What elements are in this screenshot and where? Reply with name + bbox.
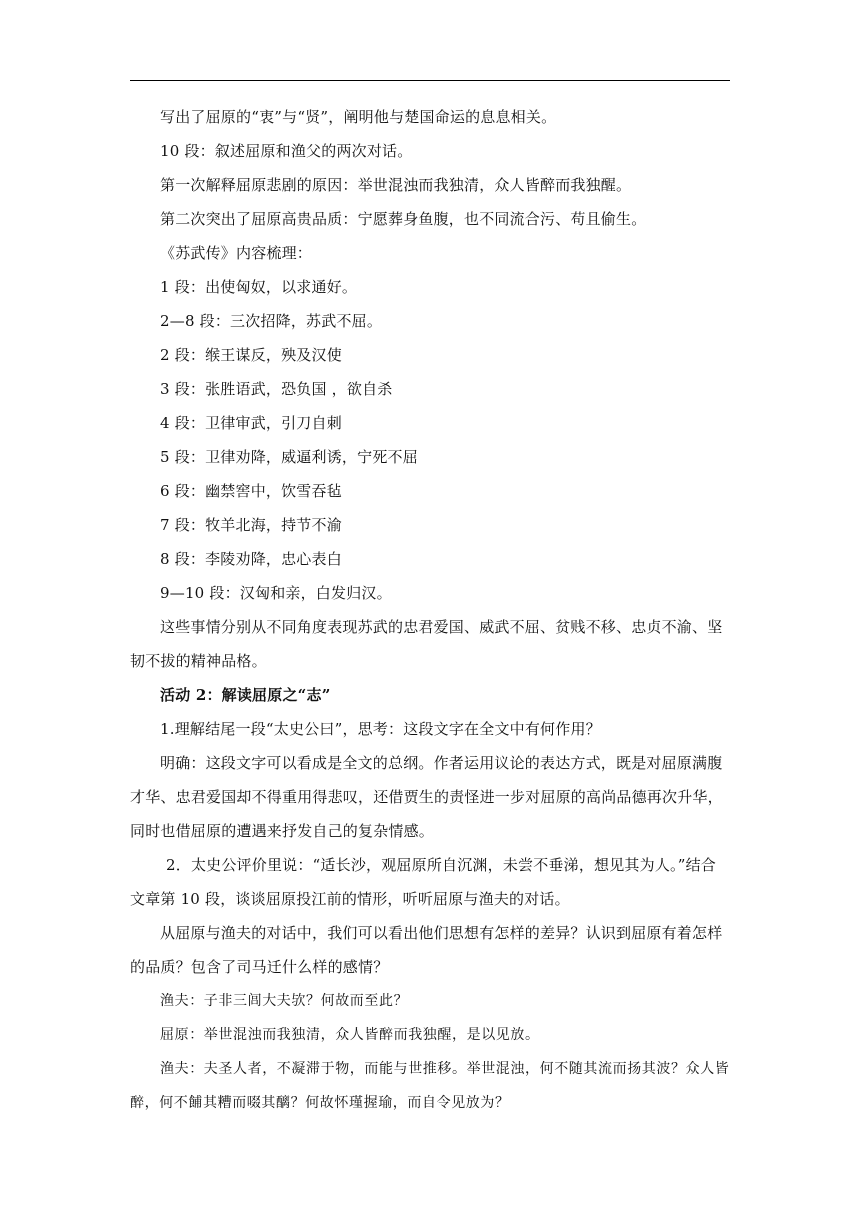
list-item: 9—10 段：汉匈和亲，白发归汉。 [160, 584, 392, 602]
question: 1.理解结尾一段“太史公曰”，思考：这段文字在全文中有何作用？ [160, 720, 601, 738]
dialogue-line: 渔夫：子非三闾大夫欤？何故而至此？ [160, 993, 409, 1009]
list-item: 8 段：李陵劝降，忠心表白 [160, 550, 342, 568]
list-item: 1 段：出使匈奴，以求通好。 [160, 278, 358, 296]
paragraph: 这些事情分别从不同角度表现苏武的忠君爱国、威武不屈、贫贱不移、忠贞不渝、坚韧不拔的精神品格。 [130, 618, 723, 670]
list-item: 4 段：卫律审武，引刀自刺 [160, 414, 342, 432]
dialogue-line: 屈原：举世混浊而我独清，众人皆醉而我独醒，是以见放。 [160, 1027, 540, 1043]
activity-heading: 活动 2：解读屈原之“志” [160, 686, 331, 704]
list-item: 6 段：幽禁窖中，饮雪吞毡 [160, 482, 342, 500]
paragraph: 第一次解释屈原悲剧的原因：举世混浊而我独清，众人皆醉而我独醒。 [160, 176, 632, 194]
section-heading-suwu: 《苏武传》内容梳理： [160, 244, 313, 262]
header-rule [130, 80, 730, 81]
question: 2．太史公评价里说：“适长沙，观屈原所自沉渊，未尝不垂涕，想见其为人。”结合文章第 10 段，谈谈屈原投江前的情形，听听屈原与渔夫的对话。 [130, 856, 716, 908]
list-item: 5 段：卫律劝降，威逼利诱，宁死不屈 [160, 448, 418, 466]
paragraph: 10 段：叙述屈原和渔父的两次对话。 [160, 142, 413, 160]
list-item: 3 段：张胜语武，恐负国 ，欲自杀 [160, 380, 393, 398]
paragraph: 从屈原与渔夫的对话中，我们可以看出他们思想有怎样的差异？认识到屈原有着怎样的品质？包含了司马迁什么样的感情？ [130, 924, 723, 976]
dialogue-line: 渔夫：夫圣人者，不凝滞于物，而能与世推移。举世混浊，何不随其流而扬其波？众人皆醉，何不餔其糟而啜其醨？何故怀瑾握瑜，而自令见放为？ [130, 1061, 730, 1111]
list-item: 2—8 段：三次招降，苏武不屈。 [160, 312, 383, 330]
document-body [130, 100, 730, 1120]
list-item: 2 段：缑王谋反，殃及汉使 [160, 346, 342, 364]
paragraph: 写出了屈原的“衷”与“贤”，阐明他与楚国命运的息息相关。 [160, 108, 557, 126]
list-item: 7 段：牧羊北海，持节不渝 [160, 516, 342, 534]
paragraph: 第二次突出了屈原高贵品质：宁愿葬身鱼腹，也不同流合污、苟且偷生。 [160, 210, 647, 228]
answer-paragraph: 明确：这段文字可以看成是全文的总纲。作者运用议论的表达方式，既是对屈原满腹才华、忠君爱国却不得重用得悲叹，还借贾生的责怪进一步对屈原的高尚品德再次升华，同时也借屈原的遭遇来抒发自己的复杂情感。 [130, 754, 723, 840]
